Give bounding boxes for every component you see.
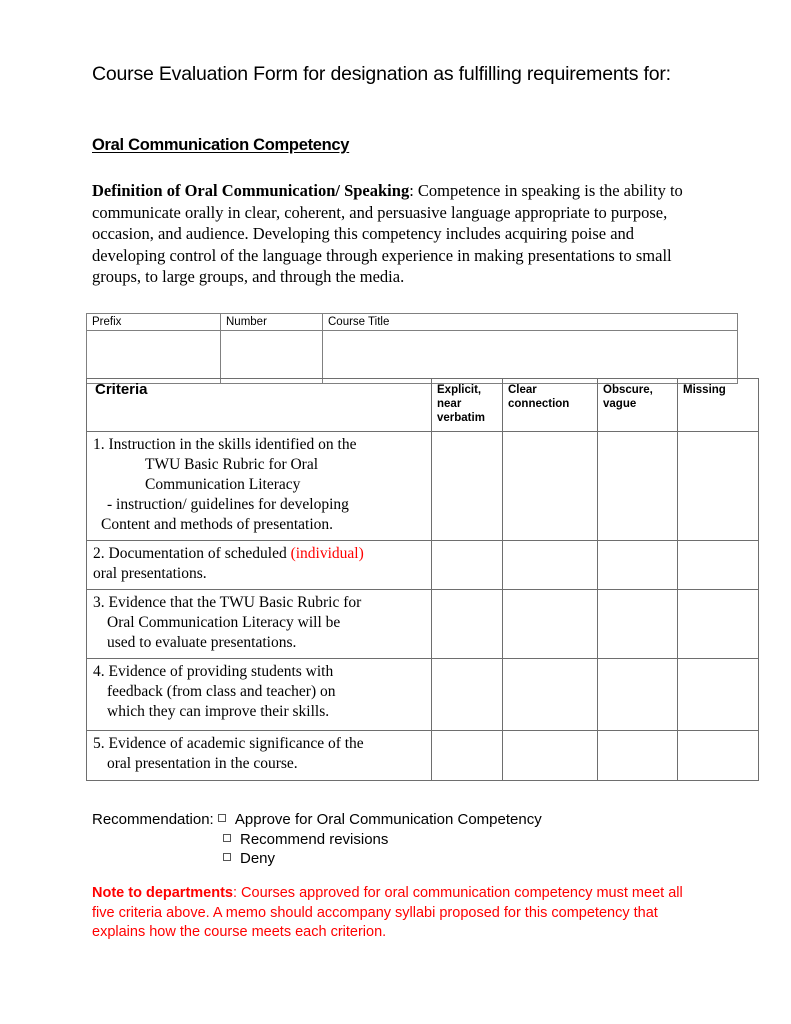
criterion-line: feedback (from class and teacher) on: [107, 683, 336, 700]
criterion-text-1: [87, 432, 432, 541]
table-row: [87, 432, 759, 541]
criteria-column-header: Criteria: [87, 379, 432, 432]
departments-note: [92, 884, 692, 943]
recommendation-option-2[interactable]: [92, 830, 542, 850]
rating-cell-explicit[interactable]: [432, 432, 503, 541]
criterion-text-3: [87, 590, 432, 659]
rating-cell-clear[interactable]: [503, 590, 598, 659]
recommendation-section: [92, 810, 542, 869]
rating-cell-clear[interactable]: [503, 731, 598, 781]
page-title: Course Evaluation Form for designation as fulfilling requirements for:: [92, 63, 671, 85]
rating-header-missing: Missing: [678, 379, 759, 432]
rating-cell-missing[interactable]: [678, 731, 759, 781]
checkbox-icon[interactable]: [218, 814, 226, 822]
criterion-line: used to evaluate presentations.: [107, 634, 297, 651]
note-label: Note to departments: [92, 885, 233, 901]
recommendation-option-label: Recommend revisions: [240, 830, 389, 848]
rating-header-obscure: Obscure, vague: [598, 379, 678, 432]
criterion-text-4: [87, 659, 432, 731]
section-heading: Oral Communication Competency: [92, 136, 350, 154]
table-row: [87, 541, 759, 590]
rating-cell-clear[interactable]: [503, 541, 598, 590]
criterion-line: Oral Communication Literacy will be: [107, 614, 341, 631]
criterion-line: oral presentation in the course.: [107, 755, 298, 772]
rating-cell-clear[interactable]: [503, 659, 598, 731]
course-header-number: Number: [221, 314, 323, 331]
course-value-title[interactable]: [323, 331, 738, 384]
criterion-line: which they can improve their skills.: [107, 703, 330, 720]
course-value-prefix[interactable]: [87, 331, 221, 384]
rating-cell-missing[interactable]: [678, 432, 759, 541]
recommendation-option-3[interactable]: [92, 849, 542, 869]
criterion-line: 3. Evidence that the TWU Basic Rubric for: [93, 594, 362, 611]
table-row: [87, 659, 759, 731]
recommendation-option-label: Approve for Oral Communication Competency: [234, 811, 542, 828]
rating-cell-explicit[interactable]: [432, 659, 503, 731]
criterion-line: - instruction/ guidelines for developing: [107, 496, 349, 513]
rating-header-explicit: Explicit, near verbatim: [432, 379, 503, 432]
rating-cell-missing[interactable]: [678, 659, 759, 731]
criterion-line: 1. Instruction in the skills identified on the: [93, 436, 357, 453]
criterion-text-2: [87, 541, 432, 590]
definition-body: : Competence in speaking is the ability to communicate orally in clear, coherent, and persuasive language appropriate to purpose, occasion, and audience. Developing this competency includes acquiring poise and developing control of the language through experience in making presentations to small groups, to large groups, and through the media.: [92, 181, 683, 286]
definition-paragraph: [92, 180, 700, 288]
checkbox-icon[interactable]: [223, 834, 231, 842]
criterion-line: Communication Literacy: [145, 476, 301, 493]
course-info-table: [86, 313, 738, 384]
criterion-line: 5. Evidence of academic significance of the: [93, 735, 364, 752]
criteria-header-row: [87, 379, 759, 432]
rating-cell-obscure[interactable]: [598, 432, 678, 541]
definition-label: Definition of Oral Communication/ Speaking: [92, 181, 410, 200]
recommendation-label: Recommendation:: [92, 811, 214, 828]
recommendation-option-1[interactable]: [92, 810, 542, 830]
criterion-text-5: [87, 731, 432, 781]
recommendation-option-label: Deny: [240, 850, 276, 867]
criterion-line: 4. Evidence of providing students with: [93, 663, 334, 680]
criterion-line: oral presentations.: [93, 565, 207, 582]
criterion-line: [93, 544, 427, 564]
rating-cell-obscure[interactable]: [598, 659, 678, 731]
rating-cell-missing[interactable]: [678, 590, 759, 659]
criterion-line: Content and methods of presentation.: [101, 516, 334, 533]
rating-cell-clear[interactable]: [503, 432, 598, 541]
rating-cell-obscure[interactable]: [598, 590, 678, 659]
table-row: [87, 590, 759, 659]
course-header-title: Course Title: [323, 314, 738, 331]
course-value-number[interactable]: [221, 331, 323, 384]
criterion-line-emphasis: (individual): [290, 545, 364, 562]
table-row: [87, 331, 738, 384]
rating-cell-obscure[interactable]: [598, 731, 678, 781]
note-body: : Courses approved for oral communication competency must meet all five criteria above. A memo should accompany syllabi proposed for this competency that explains how the course meets each criterion.: [92, 885, 683, 940]
checkbox-icon[interactable]: [223, 853, 231, 861]
rating-cell-missing[interactable]: [678, 541, 759, 590]
rating-cell-explicit[interactable]: [432, 590, 503, 659]
criterion-line: TWU Basic Rubric for Oral: [145, 456, 319, 473]
course-header-prefix: Prefix: [87, 314, 221, 331]
rating-header-clear: Clear connection: [503, 379, 598, 432]
table-row: [87, 731, 759, 781]
rating-cell-explicit[interactable]: [432, 731, 503, 781]
table-row: [87, 314, 738, 331]
criteria-table: [86, 378, 759, 781]
criterion-line-pre: 2. Documentation of scheduled: [93, 545, 291, 562]
rating-cell-obscure[interactable]: [598, 541, 678, 590]
rating-cell-explicit[interactable]: [432, 541, 503, 590]
